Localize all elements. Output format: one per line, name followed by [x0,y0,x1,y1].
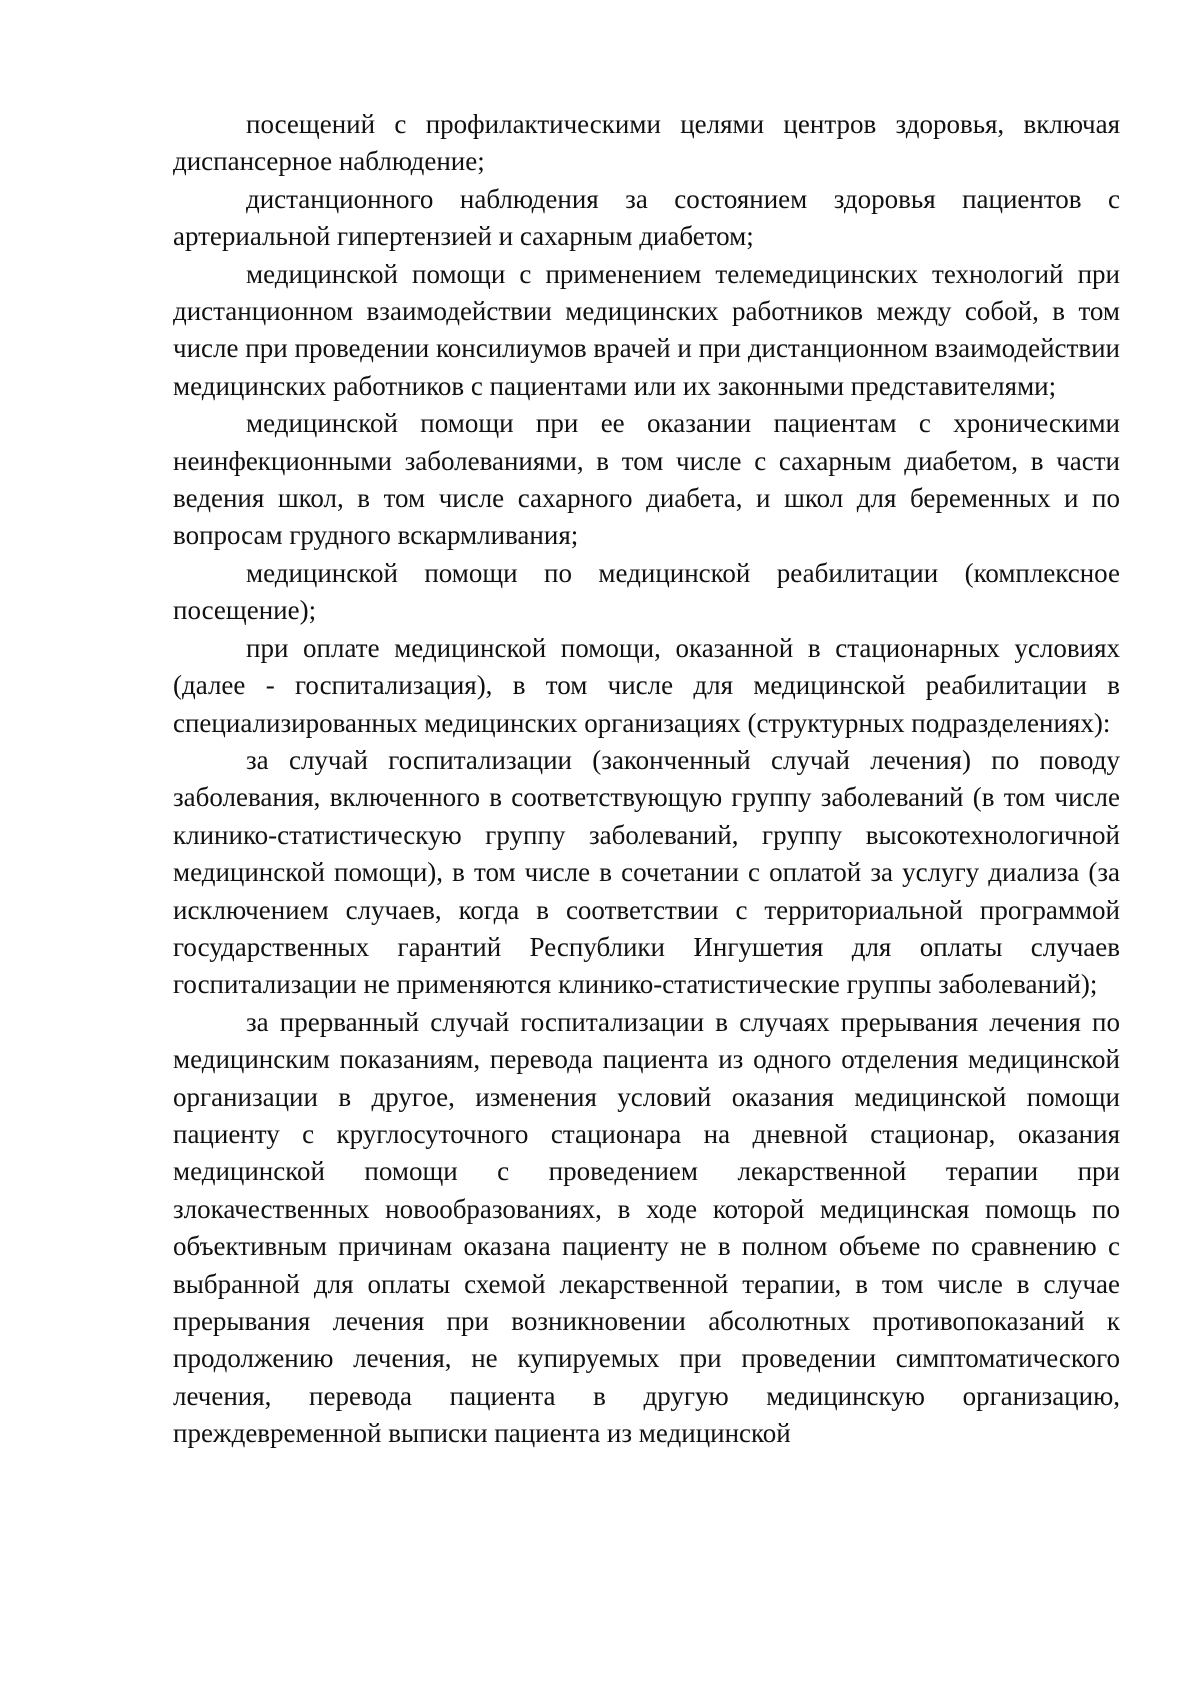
paragraph-remote-monitoring: дистанционного наблюдения за состоянием здоровья пациентов с артериальной гипертензией и сахарным диабетом; [173,183,1120,252]
paragraph-interrupted-hospitalization: за прерванный случай госпитализации в случаях прерывания лечения по медицинским показаниям, перевода пациента из одного отделения медицинской организации в другое, изменения условий оказания медицинской помощи пациенту с круглосуточного стационара на дневной стационар, оказания медицинской помощи с проведением лекарственной терапии при злокачественных новообразованиях, в ходе которой медицинская помощь по объективным причинам оказана пациенту не в полном объеме по сравнению с выбранной для оплаты схемой лекарственной терапии, в том числе в случае прерывания лечения при возникновении абсолютных противопоказаний к продолжению лечения, не купируемых при проведении симптоматического лечения, перевода пациента в другую медицинскую организацию, преждевременной выписки пациента из медицинской [173,1006,1120,1449]
paragraph-hospitalization-case: за случай госпитализации (законченный случай лечения) по поводу заболевания, включенного в соответствующую группу заболеваний (в том числе клинико-статистическую группу заболеваний, группу высокотехнологичной медицинской помощи), в том числе в сочетании с оплатой за услугу диализа (за исключением случаев, когда в соответствии с территориальной программой государственных гарантий Республики Ингушетия для оплаты случаев госпитализации не применяются клинико-статистические группы заболеваний); [173,744,1120,1000]
document-page [173,106,1120,1453]
paragraph-rehabilitation: медицинской помощи по медицинской реабилитации (комплексное посещение); [173,557,1120,626]
paragraph-telemedicine: медицинской помощи с применением телемедицинских технологий при дистанционном взаимодействии медицинских работников между собой, в том числе при проведении консилиумов врачей и при дистанционном взаимодействии медицинских работников с пациентами или их законными представителями; [173,258,1120,401]
paragraph-preventive-visits: посещений с профилактическими целями центров здоровья, включая диспансерное наблюдение; [173,109,1120,177]
paragraph-inpatient-payment: при оплате медицинской помощи, оказанной в стационарных условиях (далее - госпитализация), в том числе для медицинской реабилитации в специализированных медицинских организациях (структурных подразделениях): [173,632,1120,738]
paragraph-chronic-disease-schools: медицинской помощи при ее оказании пациентам с хроническими неинфекционными заболеваниями, в том числе с сахарным диабетом, в части ведения школ, в том числе сахарного диабета, и школ для беременных и по вопросам грудного вскармливания; [173,408,1120,551]
